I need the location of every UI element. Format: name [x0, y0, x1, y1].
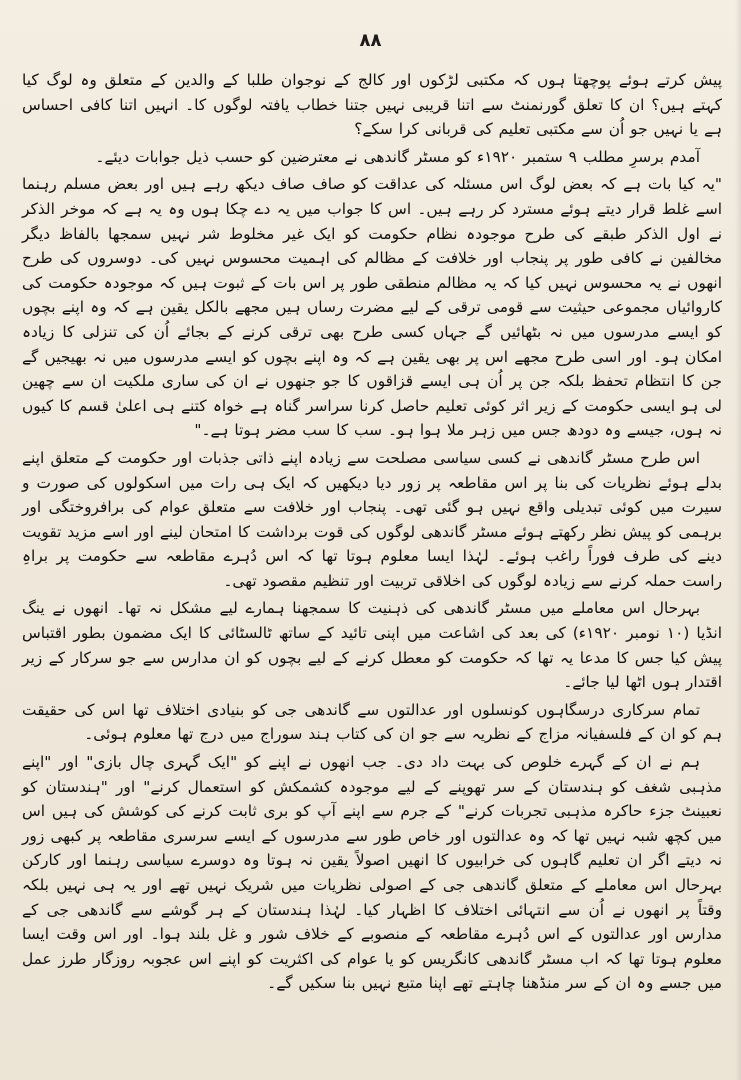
- page-number: ۸۸: [359, 30, 382, 51]
- paragraph-5: بہرحال اس معاملے میں مسٹر گاندھی کی ذہنیت کا سمجھنا ہمارے لیے مشکل نہ تھا۔ انھوں نے ینگ انڈیا (۱۰ نومبر ۱۹۲۰ء) کی بعد کی اشاعت میں اپنی تائید کے ساتھ ٹالسٹائی کا ایک مضمون بطور اقتباس پیش کیا جس کا مدعا یہ تھا کہ حکومت کو معطل کرنے کے لیے بچوں کو ان مدارس سے جو سرکار کے زیر اقتدار ہوں اٹھا لیا جائے۔: [22, 599, 722, 692]
- paragraph-1: پیش کرتے ہوئے پوچھتا ہوں کہ مکتبی لڑکوں اور کالج کے نوجوان طلبا کے والدین کے متعلق وہ لوگ کیا کہتے ہیں؟ ان کا تعلق گورنمنٹ سے اتنا قریبی نہیں جتنا خطاب یافتہ لوگوں کا۔ انہیں اتنا کافی احساس ہے یا نہیں جو اُن سے مکتبی تعلیم کی قربانی کرا سکے؟: [22, 71, 722, 139]
- paragraph-7: ہم نے ان کے گہرے خلوص کی بہت داد دی۔ جب انھوں نے اپنے کو "ایک گہری چال بازی" اور "اپنے مذہبی شغف کو ہندستان کے سر تھوپنے کے لیے موجودہ کشمکش کو استعمال کرنے" اور "ہندستان کو نعبینٹ جزء حاکرہ مذہبی تجربات کرنے" کے جرم سے اپنے آپ کو بری ثابت کرنے کی کوشش کی ہیں اس میں کچھ شبہ نہیں تھا کہ وہ عدالتوں اور خاص طور سے مدرسوں کے ایسے سرسری مقاطعہ پر کبھی زور نہ دیتے اگر ان تعلیم گاہوں کی خرابیوں کا انھیں اصولاً یقین نہ ہوتا وہ دوسرے سیاسی رہنما اور کارکن بہرحال اس معاملے کے متعلق گاندھی جی کے اصولی نظریات میں شریک نہیں تھے اور یہ ہی نہیں بلکہ وقتاً پر انھوں نے اُن سے انتہائی اختلاف کا اظہار کیا۔ لہٰذا ہندستان کے ہر گوشے سے گاندھی جی کے مدارس اور عدالتوں کے اس دُہرے مقاطعہ کے منصوبے کے خلاف شور و غل بلند ہوا۔ اور اس وقت ایسا معلوم ہوتا تھا کہ اب مسٹر گاندھی کانگریس کو یا عوام کی اکثریت کو اپنے اس عجوبہ روزگار طرز عمل میں جسے وہ ان کے سر منڈھنا چاہتے تھے اپنا متبع نہیں بنا سکیں گے۔: [22, 753, 722, 993]
- paragraph-4: اس طرح مسٹر گاندھی نے کسی سیاسی مصلحت سے زیادہ اپنے ذاتی جذبات اور حکومت کے متعلق اپنے بدلے ہوئے نظریات کی بنا پر اس مقاطعہ پر زور دیا دیکھیں کہ ایک ہی رات میں اسکولوں کی صورت و سیرت میں کوئی تبدیلی واقع نہیں ہو گئی تھی۔ پنجاب اور خلافت سے متعلق عوام کی برافروختگی اور برہمی کو پیش نظر رکھتے ہوئے مسٹر گاندھی لوگوں کی قوت برداشت کا امتحان لینے اور اسے مزید تقویت دینے کی طرف فوراً راغب ہوئے۔ لہٰذا ایسا معلوم ہوتا تھا کہ اس دُہرے مقاطعہ سے حکومت پر براہِ راست حملہ کرنے سے زیادہ لوگوں کی اخلاقی تربیت اور تنظیم مقصود تھی۔: [22, 448, 722, 590]
- paragraph-6: تمام سرکاری درسگاہوں کونسلوں اور عدالتوں سے گاندھی جی کو بنیادی اختلاف تھا اس کی حقیقت ہم کو ان کے فلسفیانہ مزاج کے نظریہ سے جو ان کی کتاب ہند سوراج میں درج تھا معلوم ہوئی۔: [22, 700, 722, 744]
- body-text: [22, 68, 722, 999]
- paragraph-3-quotation: "یہ کیا بات ہے کہ بعض لوگ اس مسئلہ کی عداقت کو صاف صاف دیکھ رہے ہیں اور بعض مسلم رہنما اسے غلط قرار دیتے ہوئے مسترد کر رہے ہیں۔ اس کا جواب میں یہ دے چکا ہوں وہ یہ ہے کہ موخر الذکر نے اول الذکر طبقے کی طرح موجودہ نظام حکومت کو ایک غیر مخلوط شر نہیں سمجھا بالفاظ دیگر مخالفین نے کافی طور پر پنجاب اور خلافت کے مظالم کی اہمیت محسوس نہیں کی۔ دوسروں کی طرح انھوں نے یہ محسوس نہیں کیا کہ یہ مظالم منطقی طور پر اس بات کے ثبوت ہیں کہ موجودہ حکومت کی کاروائیاں مجموعی حیثیت سے قومی ترقی کے لیے مضرت رساں ہیں مجھے بالکل یقین ہے کہ وہ اپنے بچوں کو ایسے مدرسوں میں نہ بٹھائیں گے جہاں کسی طرح بھی ترقی کرنے کے بجائے اُن کی تنزلی کا زیادہ امکان ہو۔ اور اسی طرح مجھے اس پر بھی یقین ہے کہ وہ اپنے بچوں کو ایسے مدرسوں میں نہ بھیجیں گے جن کا انتظام تحفظ بلکہ جن پر اُن ہی ایسے قزاقوں کا جو جنھوں نے ان کی ساری ملکیت ان سے چھین لی ہو ایسی حکومت کے زیر اثر کوئی تعلیم حاصل کرنا سراسر گناہ ہے خواہ کتنے ہی اعلیٰ قسم کا کیوں نہ ہوں، جیسے وہ دودھ جس میں زہر ملا ہوا ہو۔ سب کا سب مضر ہوتا ہے۔": [22, 175, 722, 440]
- paragraph-2: آمدم برسرِ مطلب ۹ ستمبر ۱۹۲۰ء کو مسٹر گاندھی نے معترضین کو حسب ذیل جوابات دیئے۔: [95, 147, 700, 166]
